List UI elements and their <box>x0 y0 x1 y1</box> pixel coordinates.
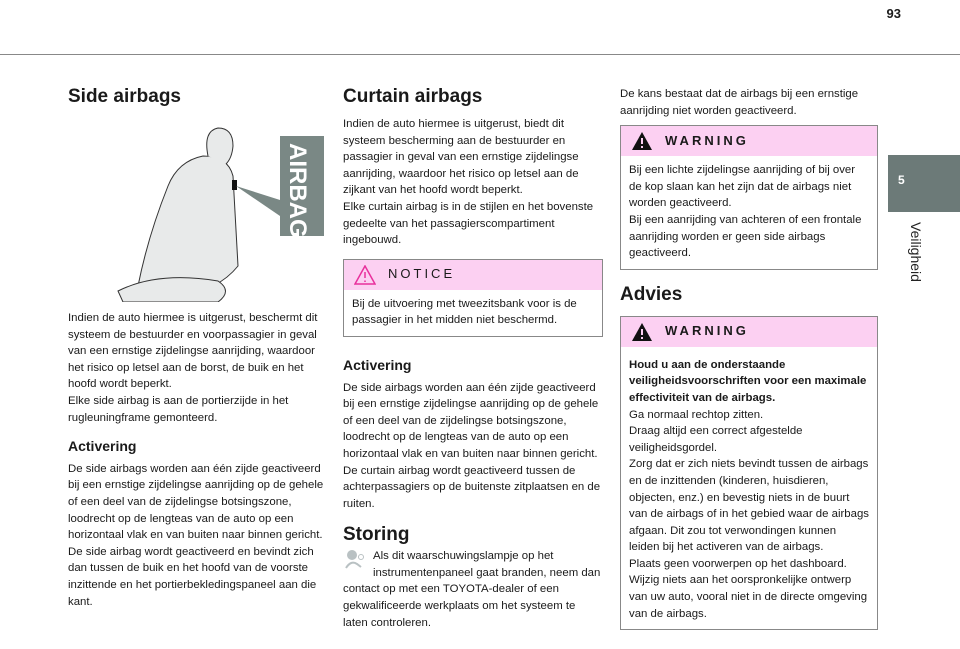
warning-box <box>620 316 878 631</box>
warning-triangle-icon <box>631 131 653 151</box>
activering-text: De side airbags worden aan één zijde geactiveerd bij een ernstige zijdelingse aanrijding op de gehele of een deel van de zijdelingse botsingszone, loodrecht op de lengteas van de auto op een horizontaal vlak en van buiten naar binnen gericht. De side airbag wordt geactiveerd en bevindt zich dan tussen de buik en het hoofd van de voorste inzittende en het portierbekledingspaneel aan die kant. <box>68 462 324 608</box>
page-number: 93 <box>886 6 901 21</box>
section-title: Curtain airbags <box>343 86 483 107</box>
chapter-number: 5 <box>898 173 905 187</box>
subheading-activering: Activering <box>343 356 412 373</box>
warning-bold-text: Houd u aan de onderstaande veiligheidsvoorschriften voor een maximale effectiviteit van de airbags. <box>629 358 867 404</box>
column-advies <box>620 86 878 630</box>
intro-text: De kans bestaat dat de airbags bij een ernstige aanrijding niet worden geactiveerd. <box>620 88 859 117</box>
activering-text: De side airbags worden aan één zijde geactiveerd bij een ernstige zijdelingse aanrijding op de gehele of een deel van de zijdelingse botsingszone, loodrecht op de lengteas van de auto op een horizontaal vlak en van buiten naar binnen gericht. De curtain airbag wordt geactiveerd tussen de achterpassagiers op de buitenste zitplaatsen en de ruiten. <box>343 381 601 510</box>
airbag-warning-light-icon <box>343 548 367 572</box>
notice-title: NOTICE <box>388 266 456 282</box>
warning-text: Ga normaal rechtop zitten. Draag altijd een correct afgestelde veiligheidsgordel. Zorg dat er zich niets bevindt tussen de airbags en de inzittenden (kinderen, huisdieren, objecten, enz.) en bevestig niets in de buurt van de airbags of in het gebied waar de airbags afgaan. Dit zou tot verwondingen kunnen leiden bij het activeren van de airbags. Plaats geen voorwerpen op het dashboard. Wijzig niets aan het oorspronkelijke ontwerp van uw auto, vooral niet in de directe omgeving van de airbags. <box>629 408 869 620</box>
section-title-storing: Storing <box>343 524 410 546</box>
intro-text: Indien de auto hiermee is uitgerust, beschermt dit systeem de bestuurder en voorpassagier in geval van een ernstige zijdelingse aanrijding, waardoor het risico op letsel aan de borst, de buik en het hoofd wordt beperkt. Elke side airbag is aan de portierzijde in het rugleuningframe gemonteerd. <box>68 312 318 424</box>
warning-text: Bij een lichte zijdelingse aanrijding of bij over de kop slaan kan het zijn dat de airbags niet worden geactiveerd. Bij een aanrijding van achteren of een frontale aanrijding worden er geen side airbags geactiveerd. <box>629 164 862 260</box>
warning-triangle-icon <box>631 322 653 342</box>
notice-triangle-icon <box>354 265 376 285</box>
warning-title: WARNING <box>665 132 749 148</box>
warning-title: WARNING <box>665 323 749 339</box>
subheading-activering: Activering <box>68 438 137 455</box>
seat-airbag-illustration <box>68 116 326 302</box>
notice-box <box>343 259 603 337</box>
header-divider <box>0 54 960 55</box>
chapter-label: Veiligheid <box>908 222 924 282</box>
section-title-advies: Advies <box>620 283 683 305</box>
storing-text: Als dit waarschuwingslampje op het instrumentenpaneel gaat branden, neem dan contact op met een TOYOTA-dealer of een gekwalificeerde werkplaats om het systeem te laten controleren. <box>343 550 601 629</box>
airbag-label: AIRBAG <box>284 143 311 238</box>
column-side-airbags <box>68 86 326 610</box>
notice-text: Bij de uitvoering met tweezitsbank voor is de passagier in het midden niet beschermd. <box>352 297 577 327</box>
intro-text: Indien de auto hiermee is uitgerust, biedt dit systeem bescherming aan de bestuurder en passagier in geval van een ernstige zijdelingse aanrijding, waardoor het risico op letsel aan de zijkant van het hoofd wordt beperkt. Elke curtain airbag is in de stijlen en het bovenste gedeelte van het passagierscompartiment ingebouwd. <box>343 118 594 247</box>
section-title: Side airbags <box>68 86 181 107</box>
chapter-tab[interactable] <box>888 155 960 212</box>
warning-box <box>620 125 878 270</box>
column-curtain-airbags <box>343 86 603 631</box>
